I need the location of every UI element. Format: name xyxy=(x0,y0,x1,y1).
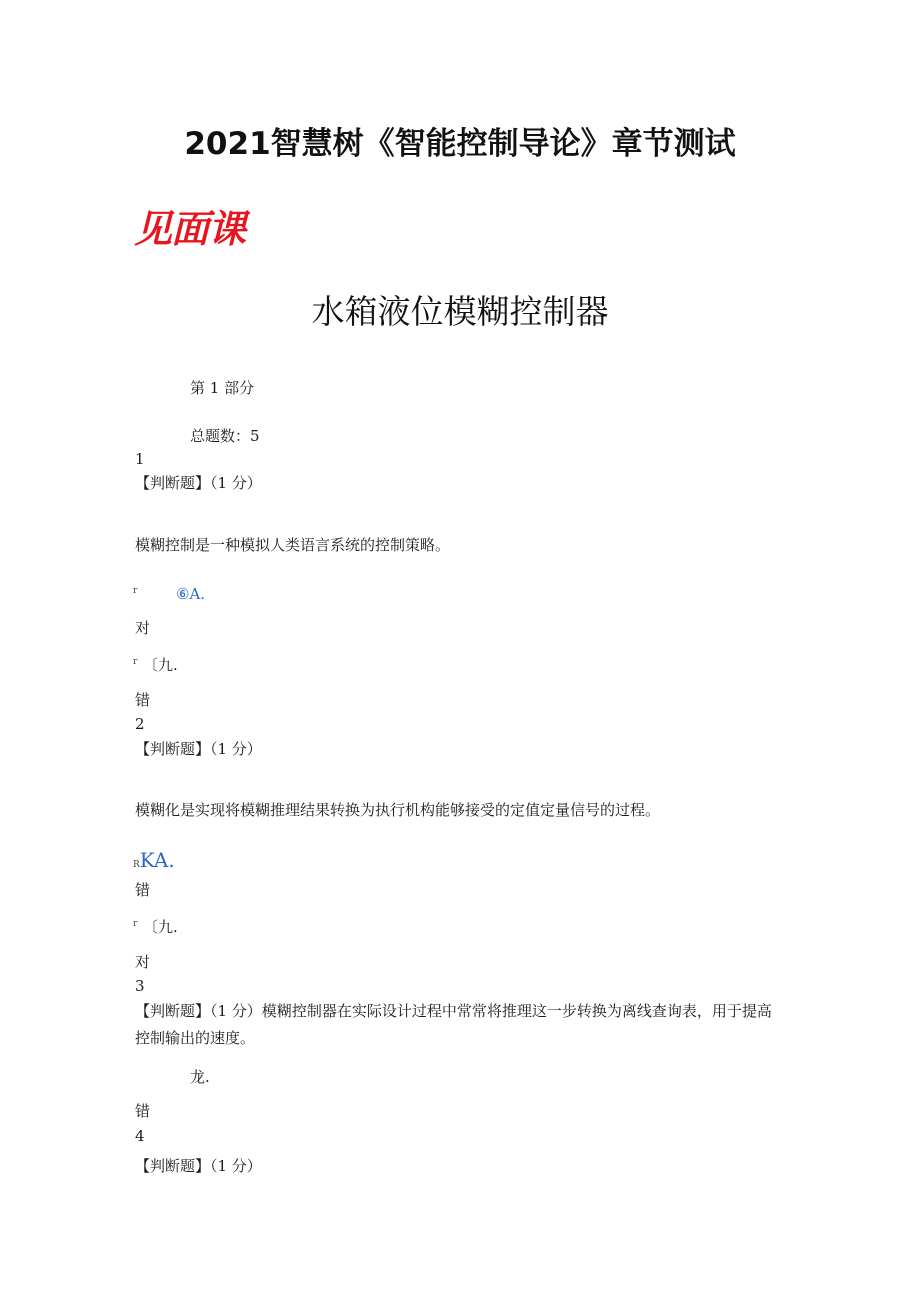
question-type: 【判断题】（1 分） xyxy=(135,474,262,492)
question-text: 模糊化是实现将模糊推理结果转换为执行机构能够接受的定值定量信号的过程。 xyxy=(135,801,661,819)
option-key-label: KA. xyxy=(139,848,175,872)
document-title: 2021智慧树《智能控制导论》章节测试 xyxy=(184,126,736,162)
question-number: 2 xyxy=(135,715,145,733)
question-type: 【判断题】（1 分） xyxy=(135,1157,262,1175)
radio-marker: R xyxy=(133,860,140,870)
question-number: 1 xyxy=(135,450,145,468)
total-questions: 总题数：5 xyxy=(190,427,260,445)
option-key-label: ⑥A. xyxy=(176,585,206,603)
option-key[interactable] xyxy=(176,584,205,604)
radio-marker[interactable]: r xyxy=(133,586,138,596)
option-key[interactable] xyxy=(133,850,175,875)
question-text: 模糊控制是一种模拟人类语言系统的控制策略。 xyxy=(135,536,451,554)
option-text: 对 xyxy=(135,619,151,637)
option-text: 错 xyxy=(135,691,151,709)
question-number: 4 xyxy=(135,1127,145,1145)
question-type: 【判断题】（1 分） xyxy=(135,740,262,758)
question-text: 【判断题】（1 分）模糊控制器在实际设计过程中常常将推理这一步转换为离线查询表，用于提高控制输出的速度。 xyxy=(135,1002,772,1047)
radio-marker[interactable]: r xyxy=(133,657,138,667)
option-text: 错 xyxy=(135,1102,151,1120)
part-label: 第 1 部分 xyxy=(190,379,255,397)
brand-logo-text: 见面课 xyxy=(134,207,246,251)
radio-marker[interactable]: r xyxy=(133,919,138,929)
option-key[interactable]: 〔九. xyxy=(143,918,178,936)
section-title: 水箱液位模糊控制器 xyxy=(311,292,609,331)
option-text: 错 xyxy=(135,881,151,899)
option-text: 对 xyxy=(135,953,151,971)
option-key[interactable]: 龙. xyxy=(190,1068,210,1086)
question-number: 3 xyxy=(135,977,145,995)
option-key[interactable]: 〔九. xyxy=(143,656,178,674)
